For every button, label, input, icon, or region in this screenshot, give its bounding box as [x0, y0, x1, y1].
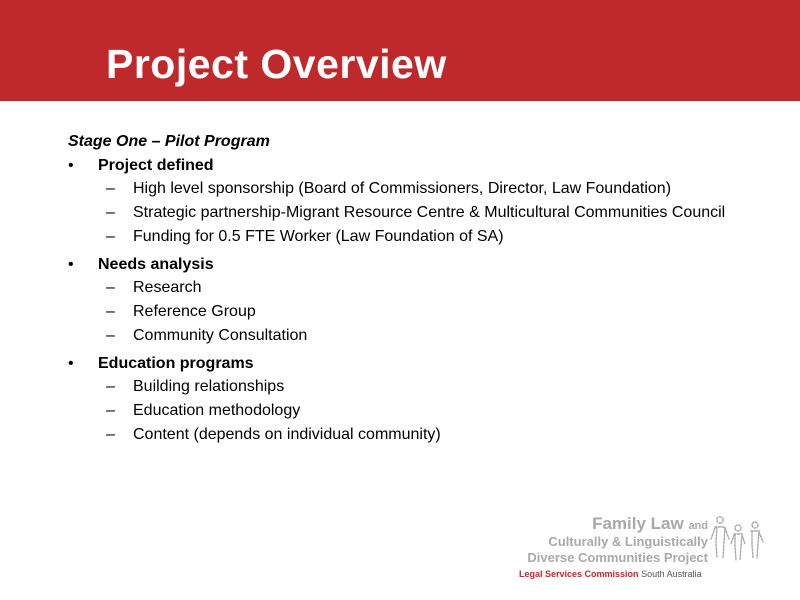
sub-item-text: Education methodology — [133, 402, 301, 419]
sub-item — [68, 324, 768, 348]
dash-marker: – — [106, 279, 115, 296]
people-figures-icon — [708, 512, 766, 568]
sub-item-text: High level sponsorship (Board of Commissioners, Director, Law Foundation) — [133, 180, 672, 197]
dash-marker: – — [106, 180, 115, 197]
slide-title: Project Overview — [106, 41, 447, 87]
logo-commission — [519, 569, 702, 579]
section-education-programs — [68, 353, 768, 447]
dash-marker: – — [106, 204, 115, 221]
dash-marker: – — [106, 426, 115, 443]
bullet-marker: • — [68, 256, 74, 273]
sub-item-text: Building relationships — [133, 378, 285, 395]
sub-item — [68, 399, 768, 423]
section-project-defined — [68, 155, 768, 249]
logo-line-1 — [592, 514, 708, 534]
sub-item-text: Strategic partnership-Migrant Resource Centre & Multicultural Communities Council — [133, 204, 726, 221]
sub-item-text: Research — [133, 279, 202, 296]
bullet-text: Needs analysis — [98, 256, 214, 273]
dash-marker: – — [106, 327, 115, 344]
logo-line-3: Diverse Communities Project — [527, 550, 708, 565]
sub-item — [68, 375, 768, 399]
logo-line-2: Culturally & Linguistically — [548, 534, 708, 549]
section-needs-analysis — [68, 254, 768, 348]
bullet-item — [68, 353, 768, 375]
sub-item-text: Content (depends on individual community) — [133, 426, 441, 443]
sub-item-text: Funding for 0.5 FTE Worker (Law Foundation of SA) — [133, 228, 504, 245]
bullet-text: Education programs — [98, 355, 254, 372]
logo-region: South Australia — [641, 569, 702, 579]
project-logo — [516, 512, 766, 584]
logo-commission-name: Legal Services Commission — [519, 569, 639, 579]
bullet-item — [68, 254, 768, 276]
sub-item — [68, 423, 768, 447]
logo-and: and — [688, 520, 708, 532]
sub-item — [68, 276, 768, 300]
sub-item-text: Community Consultation — [133, 327, 308, 344]
dash-marker: – — [106, 228, 115, 245]
stage-heading: Stage One – Pilot Program — [68, 133, 270, 150]
sub-item-text: Reference Group — [133, 303, 256, 320]
bullet-marker: • — [68, 355, 74, 372]
sub-item — [68, 201, 768, 225]
sub-item — [68, 300, 768, 324]
bullet-marker: • — [68, 157, 74, 174]
logo-family-law: Family Law — [592, 514, 684, 533]
slide-content — [68, 131, 768, 447]
dash-marker: – — [106, 402, 115, 419]
dash-marker: – — [106, 303, 115, 320]
slide-header — [0, 0, 800, 101]
bullet-text: Project defined — [98, 157, 214, 174]
sub-item — [68, 177, 768, 201]
bullet-item — [68, 155, 768, 177]
sub-item — [68, 225, 768, 249]
dash-marker: – — [106, 378, 115, 395]
